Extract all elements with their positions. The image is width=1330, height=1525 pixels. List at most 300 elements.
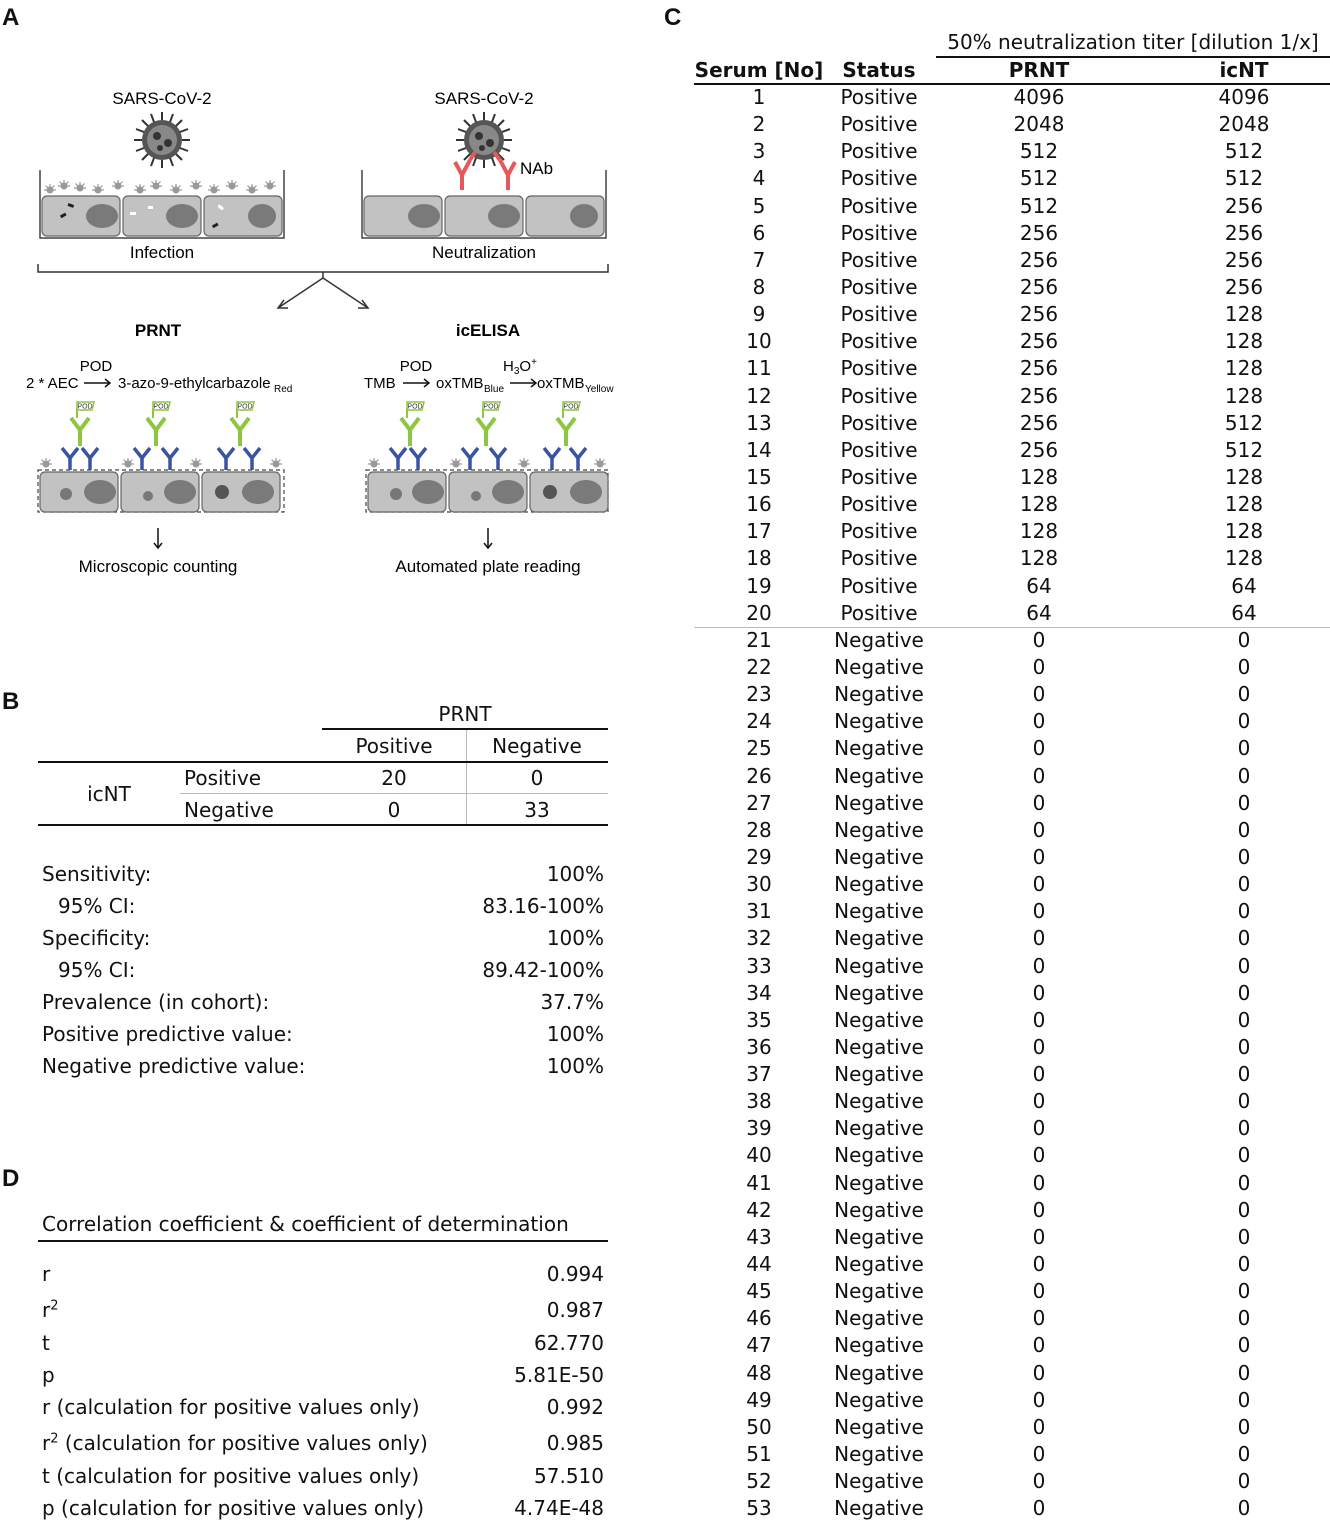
serum-number: 3 (752, 139, 766, 164)
status-cell: Negative (834, 1252, 924, 1277)
icnt-titer: 0 (1237, 1469, 1251, 1494)
table-row (694, 1468, 1330, 1495)
prnt-titer: 4096 (1013, 85, 1065, 109)
icnt-titer: 128 (1224, 464, 1264, 489)
icelisa-pod-label: POD (399, 358, 433, 375)
stat-label: 95% CI: (58, 894, 136, 918)
icnt-titer: 0 (1237, 872, 1251, 897)
serum-number: 21 (746, 627, 772, 652)
status-cell: Positive (840, 247, 918, 272)
correlation-label (42, 1496, 424, 1520)
prnt-titer: 512 (1019, 166, 1059, 191)
table-rule (38, 761, 608, 763)
serum-number: 29 (746, 844, 772, 869)
prnt-titer: 0 (1032, 872, 1046, 897)
serum-number: 16 (746, 492, 772, 517)
prnt-titer: 0 (1032, 654, 1046, 679)
correlation-label (42, 1431, 428, 1455)
table-row (694, 193, 1330, 220)
label-symbol: p (42, 1363, 55, 1387)
serum-number: 24 (746, 709, 772, 734)
status-cell: Positive (840, 437, 918, 462)
icnt-titer: 512 (1224, 139, 1264, 164)
table-row (694, 953, 1330, 980)
table-row (694, 1387, 1330, 1414)
serum-number: 49 (746, 1387, 772, 1412)
right-virus-label: SARS-CoV-2 (434, 89, 534, 108)
status-cell: Negative (834, 926, 924, 951)
down-arrow-icon (154, 528, 162, 548)
serum-number: 23 (746, 682, 772, 707)
icnt-titer: 128 (1224, 302, 1264, 327)
table-row (694, 410, 1330, 437)
table-row (694, 1142, 1330, 1169)
table-row (694, 491, 1330, 518)
prnt-titer: 0 (1032, 926, 1046, 951)
label-qualifier: (calculation for positive values only) (49, 1464, 420, 1488)
table-row (694, 383, 1330, 410)
serum-number: 2 (752, 112, 766, 137)
serum-number: 53 (746, 1496, 772, 1521)
serum-number: 17 (746, 519, 772, 544)
icnt-titer: 0 (1237, 736, 1251, 761)
stat-label: Positive predictive value: (42, 1022, 293, 1046)
stat-label: Negative predictive value: (42, 1054, 306, 1078)
icnt-titer: 0 (1237, 1062, 1251, 1087)
correlation-value: 57.510 (534, 1464, 604, 1488)
prnt-titer: 256 (1019, 437, 1059, 462)
icelisa-product-sub: Yellow (585, 384, 614, 395)
prnt-titer: 0 (1032, 790, 1046, 815)
correlation-label (42, 1298, 59, 1322)
table-row (694, 980, 1330, 1007)
correlation-value: 4.74E-48 (514, 1496, 604, 1520)
serum-number: 1 (752, 85, 766, 109)
icnt-titer: 0 (1237, 682, 1251, 707)
stat-label: Specificity: (42, 926, 151, 950)
serum-number: 33 (746, 953, 772, 978)
status-cell: Negative (834, 1007, 924, 1032)
table-row (694, 545, 1330, 572)
status-cell: Negative (834, 1442, 924, 1467)
status-cell: Positive (840, 139, 918, 164)
status-cell: Negative (834, 953, 924, 978)
icnt-titer: 0 (1237, 1034, 1251, 1059)
prnt-titer: 256 (1019, 410, 1059, 435)
row-divider (180, 793, 608, 794)
icnt-titer: 0 (1237, 980, 1251, 1005)
serum-number: 41 (746, 1170, 772, 1195)
icnt-titer: 2048 (1218, 112, 1270, 137)
icelisa-product: oxTMB (537, 375, 585, 392)
icnt-titer: 0 (1237, 817, 1251, 842)
prnt-titer: 256 (1019, 247, 1059, 272)
cell-pos-pos: 20 (381, 766, 407, 790)
label-symbol: t (42, 1464, 50, 1488)
label-qualifier: (calculation for positive values only) (50, 1395, 420, 1419)
serum-number: 38 (746, 1089, 772, 1114)
serum-number: 26 (746, 763, 772, 788)
correlation-label (42, 1363, 55, 1387)
correlation-value: 0.985 (546, 1431, 604, 1455)
serum-number: 18 (746, 546, 772, 571)
col-header-status: Status (842, 58, 916, 82)
table-row (694, 138, 1330, 165)
prnt-titer: 0 (1032, 1197, 1046, 1222)
status-cell: Positive (840, 464, 918, 489)
serum-number: 15 (746, 464, 772, 489)
status-cell: Negative (834, 1414, 924, 1439)
col-header-serum: Serum [No] (694, 58, 824, 82)
correlation-label (42, 1262, 50, 1286)
icnt-titer: 512 (1224, 437, 1264, 462)
serum-number: 9 (752, 302, 766, 327)
status-cell: Negative (834, 817, 924, 842)
label-qualifier: (calculation for positive values only) (58, 1431, 428, 1455)
table-row (694, 1115, 1330, 1142)
label-qualifier: (calculation for positive values only) (54, 1496, 424, 1520)
prnt-titer: 0 (1032, 1089, 1046, 1114)
icnt-titer: 128 (1224, 546, 1264, 571)
table-row (694, 871, 1330, 898)
row-label-positive: Positive (184, 766, 262, 790)
icnt-titer: 256 (1224, 220, 1264, 245)
label-symbol: t (42, 1331, 50, 1355)
cell-pos-neg: 0 (530, 766, 544, 790)
table-row (694, 790, 1330, 817)
status-cell: Negative (834, 1360, 924, 1385)
label-superscript: 2 (50, 1298, 59, 1314)
table-row (694, 518, 1330, 545)
table-row (694, 1034, 1330, 1061)
icnt-titer: 0 (1237, 1414, 1251, 1439)
correlation-value: 62.770 (534, 1331, 604, 1355)
serum-number: 30 (746, 872, 772, 897)
table-row (694, 763, 1330, 790)
prnt-titer: 256 (1019, 220, 1059, 245)
prnt-reaction-substrate: 2 * AEC (26, 375, 79, 392)
serum-number: 42 (746, 1197, 772, 1222)
icnt-titer: 0 (1237, 899, 1251, 924)
status-cell: Negative (834, 1279, 924, 1304)
table-row (694, 165, 1330, 192)
icnt-titer: 0 (1237, 1360, 1251, 1385)
icnt-titer: 0 (1237, 654, 1251, 679)
stat-value: 100% (546, 926, 604, 950)
row-label-negative: Negative (184, 798, 274, 822)
stat-value: 89.42-100% (482, 958, 604, 982)
correlation-value: 0.992 (546, 1395, 604, 1419)
table-row (694, 247, 1330, 274)
status-cell: Positive (840, 274, 918, 299)
status-cell: Negative (834, 1496, 924, 1521)
serum-number: 37 (746, 1062, 772, 1087)
icnt-titer: 0 (1237, 1496, 1251, 1521)
icelisa-intermediate-sub: Blue (484, 384, 505, 395)
table-row (694, 301, 1330, 328)
serum-number: 36 (746, 1034, 772, 1059)
prnt-titer: 0 (1032, 1442, 1046, 1467)
status-cell: Positive (840, 492, 918, 517)
serum-number: 20 (746, 600, 772, 625)
status-cell: Negative (834, 682, 924, 707)
icnt-titer: 512 (1224, 410, 1264, 435)
icnt-titer: 128 (1224, 383, 1264, 408)
serum-number: 34 (746, 980, 772, 1005)
stat-label: 95% CI: (58, 958, 136, 982)
serum-number: 10 (746, 329, 772, 354)
icnt-titer: 0 (1237, 926, 1251, 951)
table-row (694, 1224, 1330, 1251)
table-row (694, 1278, 1330, 1305)
icnt-row-group-label: icNT (87, 782, 131, 806)
status-cell: Negative (834, 1387, 924, 1412)
table-row (694, 654, 1330, 681)
table-row (694, 355, 1330, 382)
icnt-titer: 4096 (1218, 85, 1270, 109)
label-symbol: r (42, 1298, 51, 1322)
prnt-titer: 64 (1026, 573, 1052, 598)
icnt-titer: 0 (1237, 790, 1251, 815)
status-cell: Positive (840, 546, 918, 571)
correlation-label (42, 1395, 420, 1419)
status-cell: Positive (840, 410, 918, 435)
table-row (694, 817, 1330, 844)
table-row (694, 708, 1330, 735)
prnt-titer: 0 (1032, 844, 1046, 869)
icnt-titer: 0 (1237, 1279, 1251, 1304)
icnt-titer: 128 (1224, 356, 1264, 381)
icnt-titer: 0 (1237, 953, 1251, 978)
reaction-arrow-icon (510, 379, 536, 387)
status-cell: Positive (840, 600, 918, 625)
prnt-titer: 0 (1032, 980, 1046, 1005)
reaction-arrow-icon (403, 379, 429, 387)
prnt-titer: 64 (1026, 600, 1052, 625)
cell-neg-pos: 0 (387, 798, 401, 822)
icnt-titer: 0 (1237, 1170, 1251, 1195)
table-row (694, 84, 1330, 111)
status-cell: Positive (840, 166, 918, 191)
table-row (694, 844, 1330, 871)
prnt-titer: 0 (1032, 1496, 1046, 1521)
table-row (694, 898, 1330, 925)
table-row (694, 1414, 1330, 1441)
panel-letter-c: C (664, 4, 682, 31)
serum-number: 46 (746, 1306, 772, 1331)
down-arrow-icon (484, 528, 492, 548)
prnt-titer: 256 (1019, 274, 1059, 299)
infection-label: Infection (129, 243, 195, 262)
table-rule (38, 824, 608, 826)
correlation-value: 0.994 (546, 1262, 604, 1286)
panel-letter-b: B (2, 688, 20, 715)
status-cell: Negative (834, 1197, 924, 1222)
icnt-titer: 256 (1224, 193, 1264, 218)
label-symbol: r (42, 1395, 51, 1419)
prnt-reaction-product-sub: Red (274, 384, 293, 395)
table-row (694, 1441, 1330, 1468)
table-row (694, 464, 1330, 491)
table-row (694, 1360, 1330, 1387)
status-cell: Negative (834, 763, 924, 788)
status-cell: Positive (840, 329, 918, 354)
prnt-reaction-product: 3-azo-9-ethylcarbazole (118, 375, 271, 392)
stat-value: 37.7% (540, 990, 604, 1014)
icnt-titer: 128 (1224, 492, 1264, 517)
prnt-titer: 0 (1032, 1062, 1046, 1087)
prnt-titer: 0 (1032, 709, 1046, 734)
serum-number: 28 (746, 817, 772, 842)
prnt-titer: 0 (1032, 1279, 1046, 1304)
cell-neg-neg: 33 (524, 798, 550, 822)
serum-number: 40 (746, 1143, 772, 1168)
status-cell: Negative (834, 1089, 924, 1114)
icnt-titer: 128 (1224, 519, 1264, 544)
icnt-titer: 0 (1237, 1306, 1251, 1331)
icnt-titer: 0 (1237, 627, 1251, 652)
status-cell: Positive (840, 302, 918, 327)
serum-number: 4 (752, 166, 766, 191)
icelisa-substrate: TMB (364, 375, 396, 392)
status-cell: Negative (834, 1116, 924, 1141)
infection-well (40, 170, 284, 238)
table-row (694, 1251, 1330, 1278)
prnt-titer: 256 (1019, 302, 1059, 327)
header-rule (322, 728, 608, 730)
icnt-titer: 0 (1237, 1089, 1251, 1114)
serum-number: 50 (746, 1414, 772, 1439)
status-cell: Negative (834, 1170, 924, 1195)
icnt-titer: 0 (1237, 1224, 1251, 1249)
prnt-titer: 0 (1032, 1034, 1046, 1059)
icnt-titer: 0 (1237, 1387, 1251, 1412)
col-header-positive: Positive (355, 734, 433, 758)
prnt-titer: 256 (1019, 356, 1059, 381)
correlation-label (42, 1331, 50, 1355)
icnt-titer: 256 (1224, 274, 1264, 299)
icnt-titer: 0 (1237, 1143, 1251, 1168)
label-symbol: p (42, 1496, 55, 1520)
table-row (694, 925, 1330, 952)
table-rule (38, 1240, 608, 1242)
icnt-titer: 0 (1237, 1442, 1251, 1467)
serum-number: 6 (752, 220, 766, 245)
correlation-value: 0.987 (546, 1298, 604, 1322)
status-cell: Positive (840, 193, 918, 218)
virus-icon (134, 112, 190, 168)
icnt-titer: 512 (1224, 166, 1264, 191)
prnt-titer: 0 (1032, 1252, 1046, 1277)
status-cell: Negative (834, 1062, 924, 1087)
panel-a-schematic (0, 0, 640, 640)
reaction-arrow-icon (84, 379, 110, 387)
prnt-titer: 0 (1032, 736, 1046, 761)
icnt-titer: 0 (1237, 1333, 1251, 1358)
table-row (694, 1197, 1330, 1224)
table-row (694, 600, 1330, 627)
icelisa-acid-label: $H_3O^+$ (503, 357, 537, 377)
prnt-titer: 0 (1032, 1387, 1046, 1412)
nab-label: NAb (520, 159, 554, 178)
status-cell: Negative (834, 1224, 924, 1249)
assay-schematic (0, 0, 640, 640)
neutralization-label: Neutralization (432, 243, 536, 262)
table-row (694, 1088, 1330, 1115)
status-cell: Negative (834, 980, 924, 1005)
prnt-titer: 0 (1032, 1469, 1046, 1494)
serum-number: 5 (752, 193, 766, 218)
status-cell: Negative (834, 709, 924, 734)
prnt-titer: 512 (1019, 193, 1059, 218)
correlation-label (42, 1464, 419, 1488)
stat-label: Sensitivity: (42, 862, 152, 886)
status-cell: Positive (840, 519, 918, 544)
table-row (694, 1170, 1330, 1197)
titer-table-body (694, 84, 1330, 1522)
correlation-value: 5.81E-50 (514, 1363, 604, 1387)
status-cell: Positive (840, 112, 918, 137)
serum-number: 12 (746, 383, 772, 408)
prnt-titer: 0 (1032, 1414, 1046, 1439)
panel-letter-a: A (2, 4, 20, 31)
status-cell: Positive (840, 573, 918, 598)
serum-number: 43 (746, 1224, 772, 1249)
prnt-titer: 2048 (1013, 112, 1065, 137)
correlation-title: Correlation coefficient & coefficient of determination (42, 1212, 569, 1236)
icnt-titer: 0 (1237, 1116, 1251, 1141)
stat-value: 100% (546, 1022, 604, 1046)
status-cell: Negative (834, 790, 924, 815)
label-superscript: 2 (50, 1431, 59, 1447)
table-row (694, 111, 1330, 138)
table-row (694, 220, 1330, 247)
serum-number: 35 (746, 1007, 772, 1032)
divider (466, 730, 467, 762)
table-row (694, 1061, 1330, 1088)
left-virus-label: SARS-CoV-2 (112, 89, 212, 108)
icelisa-stained-well (366, 402, 608, 512)
prnt-titer: 0 (1032, 1170, 1046, 1195)
stat-value: 100% (546, 1054, 604, 1078)
table-row (694, 573, 1330, 600)
label-symbol: r (42, 1262, 51, 1286)
icnt-titer: 128 (1224, 329, 1264, 354)
neutralization-well (362, 170, 606, 238)
status-cell: Negative (834, 1143, 924, 1168)
serum-number: 19 (746, 573, 772, 598)
prnt-titer: 128 (1019, 546, 1059, 571)
branch-bracket (38, 264, 608, 308)
status-cell: Negative (834, 1306, 924, 1331)
prnt-method-title: PRNT (134, 321, 182, 340)
icnt-titer: 0 (1237, 1252, 1251, 1277)
col-header-negative: Negative (492, 734, 582, 758)
table-row (694, 627, 1330, 654)
serum-number: 22 (746, 654, 772, 679)
icnt-titer: 0 (1237, 763, 1251, 788)
status-cell: Positive (840, 356, 918, 381)
status-cell: Negative (834, 654, 924, 679)
prnt-stained-well (38, 402, 284, 512)
serum-number: 44 (746, 1252, 772, 1277)
panel-letter-d: D (2, 1165, 20, 1192)
status-cell: Positive (840, 383, 918, 408)
serum-number: 11 (746, 356, 772, 381)
serum-number: 51 (746, 1442, 772, 1467)
prnt-titer: 512 (1019, 139, 1059, 164)
table-row (694, 1332, 1330, 1359)
